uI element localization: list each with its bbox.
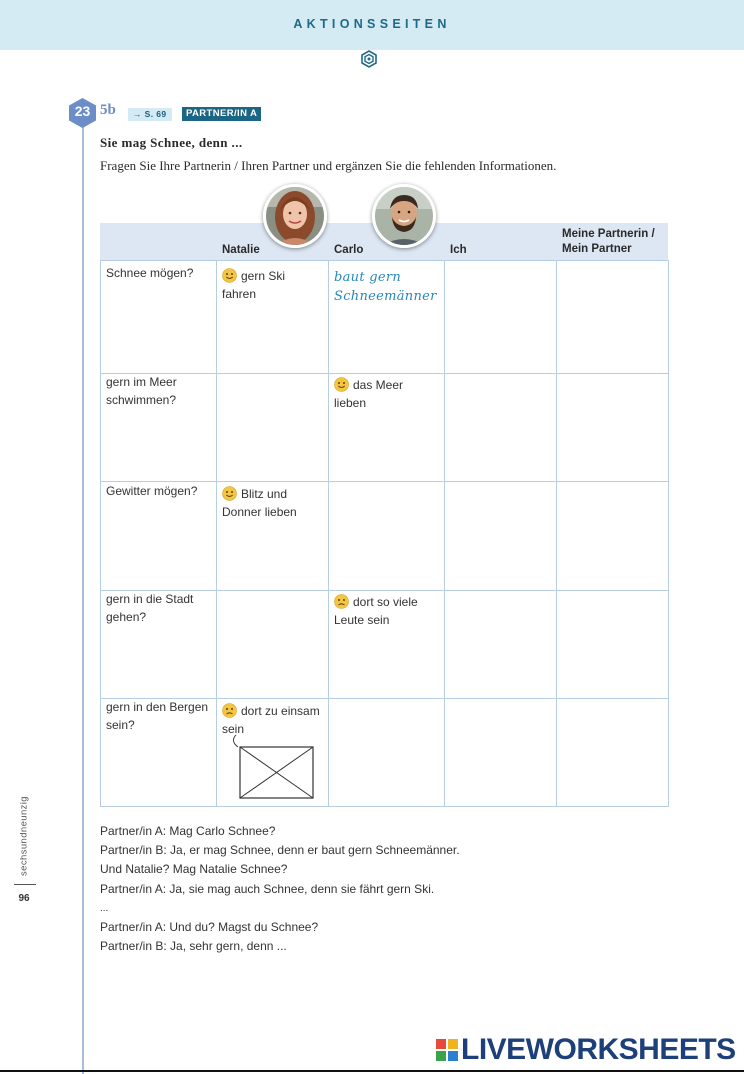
exercise-number: 23 — [74, 103, 91, 119]
header-partner — [562, 227, 655, 257]
carlo-answer-2 — [334, 377, 438, 412]
page-number-rule — [14, 884, 36, 885]
liveworksheets-blocks-icon — [436, 1039, 458, 1061]
grid-col-divider — [444, 261, 445, 806]
carlo-avatar — [372, 184, 436, 248]
question-cell: Gewitter mögen? — [106, 484, 198, 498]
hexagon-icon — [361, 50, 377, 68]
dialog-line: Partner/in B: Ja, sehr gern, denn ... — [100, 939, 287, 954]
carlo-answer-4 — [334, 594, 438, 629]
exercise-sub: 5b — [100, 102, 116, 118]
header-partner-line2: Mein Partner — [562, 243, 632, 255]
dialog — [100, 822, 460, 956]
page-number: 96 — [18, 893, 30, 904]
exercise-instruction: Fragen Sie Ihre Partnerin / Ihren Partner und ergänzen Sie die fehlenden Informationen. — [100, 158, 557, 173]
carlo-answer-text: dort so viele Leute sein — [334, 595, 418, 627]
happy-smiley-icon — [222, 486, 237, 501]
header-natalie: Natalie — [222, 244, 260, 256]
natalie-answer-text: gern Ski fahren — [222, 269, 286, 301]
sad-smiley-icon — [334, 594, 349, 609]
happy-smiley-icon — [222, 268, 237, 283]
top-banner — [0, 0, 744, 50]
natalie-answer-1 — [222, 268, 322, 303]
header-carlo: Carlo — [334, 244, 364, 256]
dialog-line: Und Natalie? Mag Natalie Schnee? — [100, 862, 288, 877]
liveworksheets-logo[interactable] — [436, 1035, 736, 1065]
sad-smiley-icon — [222, 703, 237, 718]
grid-row-divider — [101, 481, 668, 482]
partner-badge: PARTNER/IN A — [182, 107, 261, 121]
margin-line — [82, 120, 84, 1074]
dialog-line: Partner/in A: Mag Carlo Schnee? — [100, 824, 276, 838]
banner-title: AKTIONSSEITEN — [293, 17, 451, 31]
page-number-word: sechsundneunzig — [18, 796, 30, 876]
question-cell: gern in die Stadt gehen? — [106, 592, 194, 624]
dialog-line: ... — [100, 902, 109, 914]
question-cell: gern in den Bergen sein? — [106, 700, 209, 732]
grid-col-divider — [556, 261, 557, 806]
question-cell: gern im Meer schwimmen? — [106, 375, 177, 407]
natalie-answer-text: dort zu einsam sein — [222, 704, 320, 736]
dialog-line: Partner/in A: Und du? Magst du Schnee? — [100, 919, 319, 934]
natalie-answer-3 — [222, 486, 322, 521]
page-bottom-line — [0, 1070, 744, 1072]
carlo-portrait — [375, 187, 433, 245]
happy-smiley-icon — [334, 377, 349, 392]
carlo-handwritten-answer[interactable]: baut gern Schneemänner — [334, 270, 437, 304]
header-partner-line1: Meine Partnerin / — [562, 228, 655, 240]
liveworksheets-text: LIVEWORKSHEETS — [461, 1033, 736, 1066]
page-reference[interactable]: → S. 69 — [128, 108, 172, 121]
question-cell: Schnee mögen? — [106, 266, 194, 280]
carlo-answer-text: das Meer lieben — [334, 378, 404, 410]
dialog-line: Partner/in B: Ja, er mag Schnee, denn er baut gern Schneemänner. — [100, 843, 460, 858]
image-placeholder-icon — [228, 733, 318, 801]
natalie-answer-text: Blitz und Donner lieben — [222, 487, 297, 519]
natalie-portrait — [266, 187, 324, 245]
grid-col-divider — [328, 261, 329, 806]
grid-col-divider — [216, 261, 217, 806]
dialog-line: Partner/in A: Ja, sie mag auch Schnee, denn sie fährt gern Ski. — [100, 881, 435, 896]
natalie-avatar — [263, 184, 327, 248]
header-ich: Ich — [450, 244, 467, 256]
exercise-title: Sie mag Schnee, denn ... — [100, 135, 243, 150]
